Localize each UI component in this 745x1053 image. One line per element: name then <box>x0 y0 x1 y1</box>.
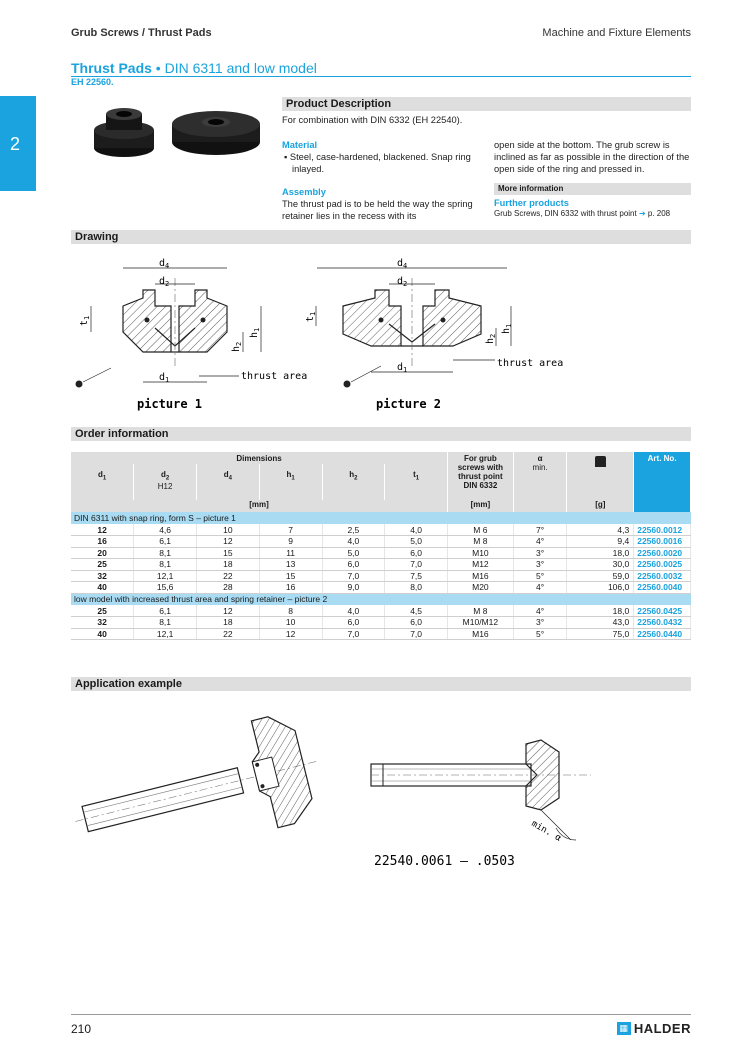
cell-d1: 12 <box>71 524 134 536</box>
cell-d1: 25 <box>71 605 134 617</box>
col-d2-tolerance: H12 <box>157 481 173 491</box>
cell-d2: 6,1 <box>134 605 197 617</box>
brand-name: HALDER <box>633 1021 691 1036</box>
cell-alpha: 4° <box>513 582 567 594</box>
unit-g: [g] <box>567 500 634 512</box>
order-info-heading: Order information <box>71 427 691 441</box>
cell-h2: 4,0 <box>322 536 385 548</box>
cell-weight: 30,0 <box>567 559 634 571</box>
chapter-tab[interactable] <box>0 96 36 191</box>
halder-logo <box>617 1021 691 1036</box>
cell-d4: 15 <box>197 547 260 559</box>
cell-alpha: 4° <box>513 605 567 617</box>
assembly-text-1: The thrust pad is to be held the way the spring retainer lies in the recess with its <box>282 199 473 221</box>
application-part-number: 22540.0061 – .0503 <box>374 854 515 869</box>
label-d2: $d_2$ <box>159 276 170 288</box>
svg-text:d1: $d_1$ <box>397 362 408 374</box>
unit-mm-grub: [mm] <box>448 500 514 512</box>
cell-thread: M10/M12 <box>448 617 514 629</box>
cell-h2: 5,0 <box>322 547 385 559</box>
table-row <box>71 570 691 582</box>
col-h1: $h_1$ <box>259 464 322 500</box>
svg-text:t1: $t_1$ <box>305 311 317 322</box>
col-t1: $t_1$ <box>385 464 448 500</box>
material-text-content: Steel, case-hardened, blackened. Snap ring inlayed. <box>289 152 471 174</box>
col-d2: $d_2$ H12 <box>134 464 197 500</box>
cell-t1: 8,0 <box>385 582 448 594</box>
label-thrust-area-2: thrust area <box>497 358 564 369</box>
cell-d2: 6,1 <box>134 536 197 548</box>
picture-1-caption: picture 1 <box>137 397 203 411</box>
cell-d1: 16 <box>71 536 134 548</box>
label-thrust-area-1: thrust area <box>241 371 308 382</box>
table-row <box>71 559 691 571</box>
cell-d2: 12,1 <box>134 570 197 582</box>
cell-h2: 9,0 <box>322 582 385 594</box>
cell-weight: 106,0 <box>567 582 634 594</box>
page-title <box>71 60 691 77</box>
cell-h2: 6,0 <box>322 617 385 629</box>
cell-thread: M 8 <box>448 536 514 548</box>
cell-d4: 22 <box>197 628 260 640</box>
table-row <box>71 605 691 617</box>
cell-h1: 8 <box>259 605 322 617</box>
col-h2: $h_2$ <box>322 464 385 500</box>
weight-header <box>567 452 634 500</box>
title-bold: Thrust Pads <box>71 60 152 76</box>
cell-weight: 59,0 <box>567 570 634 582</box>
unit-mm: [mm] <box>71 500 448 512</box>
application-right <box>371 740 591 844</box>
cell-thread: M10 <box>448 547 514 559</box>
svg-text:h2: $h_2$ <box>485 333 497 344</box>
further-products-link[interactable] <box>494 208 670 220</box>
cell-alpha: 3° <box>513 547 567 559</box>
cell-t1: 6,0 <box>385 617 448 629</box>
header-chapter-title: Grub Screws / Thrust Pads <box>71 27 212 39</box>
cell-h2: 6,0 <box>322 559 385 571</box>
label-h1: $h_1$ <box>249 327 261 338</box>
cell-t1: 4,5 <box>385 605 448 617</box>
cell-h1: 16 <box>259 582 322 594</box>
cell-thread: M 8 <box>448 605 514 617</box>
cell-art-no[interactable]: 22560.0016 <box>634 536 691 548</box>
picture-2-caption: picture 2 <box>376 397 442 411</box>
assembly-text-2: open side at the bottom. The grub screw is inclined as far as possible in the direction of the open side of the ring and pressed in. <box>494 140 690 174</box>
cell-art-no[interactable]: 22560.0040 <box>634 582 691 594</box>
cell-d1: 32 <box>71 617 134 629</box>
alpha-min: min. <box>532 463 548 472</box>
cell-t1: 4,0 <box>385 524 448 536</box>
grub-screw-header: For grub screws with thrust point DIN 6332 <box>448 452 514 500</box>
material-heading: Material <box>282 140 318 150</box>
min-alpha-label: min. α <box>529 818 563 844</box>
cell-d4: 18 <box>197 559 260 571</box>
cell-thread: M12 <box>448 559 514 571</box>
cell-art-no[interactable]: 22560.0425 <box>634 605 691 617</box>
group-heading-1: DIN 6311 with snap ring, form S – picture 1 <box>71 512 691 524</box>
table-row <box>71 628 691 640</box>
cell-d1: 25 <box>71 559 134 571</box>
cell-t1: 5,0 <box>385 536 448 548</box>
cell-d4: 22 <box>197 570 260 582</box>
drawing-heading: Drawing <box>71 230 691 244</box>
cell-art-no[interactable]: 22560.0032 <box>634 570 691 582</box>
cell-d1: 20 <box>71 547 134 559</box>
cell-d2: 8,1 <box>134 547 197 559</box>
product-intro: For combination with DIN 6332 (EH 22540). <box>282 115 463 125</box>
more-info-heading: More information <box>494 183 691 195</box>
cell-h2: 7,0 <box>322 570 385 582</box>
cell-thread: M 6 <box>448 524 514 536</box>
cell-weight: 75,0 <box>567 628 634 640</box>
cell-d2: 15,6 <box>134 582 197 594</box>
cell-alpha: 5° <box>513 570 567 582</box>
footer-divider <box>71 1014 691 1015</box>
product-code: EH 22560. <box>71 77 114 87</box>
cell-art-no[interactable]: 22560.0440 <box>634 628 691 640</box>
cell-alpha: 5° <box>513 628 567 640</box>
cell-t1: 7,0 <box>385 628 448 640</box>
application-drawing <box>71 700 691 875</box>
technical-drawing <box>71 248 691 423</box>
cell-h2: 7,0 <box>322 628 385 640</box>
assembly-heading: Assembly <box>282 187 326 197</box>
cell-h2: 2,5 <box>322 524 385 536</box>
cell-weight: 18,0 <box>567 605 634 617</box>
cell-t1: 7,0 <box>385 559 448 571</box>
cell-d2: 12,1 <box>134 628 197 640</box>
title-rest: DIN 6311 and low model <box>164 60 317 76</box>
group-heading-2: low model with increased thrust area and spring retainer – picture 2 <box>71 593 691 605</box>
dimensions-header: Dimensions <box>71 452 448 464</box>
cell-thread: M16 <box>448 628 514 640</box>
cell-h1: 9 <box>259 536 322 548</box>
halder-logo-icon: ▦ <box>617 1022 631 1035</box>
art-no-header: Art. No. <box>634 452 691 500</box>
cell-h2: 4,0 <box>322 605 385 617</box>
cell-h1: 11 <box>259 547 322 559</box>
cell-alpha: 7° <box>513 524 567 536</box>
title-separator: • <box>151 60 165 76</box>
cell-d4: 12 <box>197 605 260 617</box>
label-d4: $d_4$ <box>159 258 170 270</box>
cell-d1: 32 <box>71 570 134 582</box>
cell-h1: 10 <box>259 617 322 629</box>
cell-art-no[interactable]: 22560.0432 <box>634 617 691 629</box>
picture-1-drawing <box>76 258 308 411</box>
col-d1: $d_1$ <box>71 464 134 500</box>
order-table <box>71 452 691 640</box>
table-row <box>71 536 691 548</box>
cell-weight: 4,3 <box>567 524 634 536</box>
cell-d1: 40 <box>71 628 134 640</box>
further-products-heading: Further products <box>494 198 569 208</box>
cell-art-no[interactable]: 22560.0020 <box>634 547 691 559</box>
picture-2-drawing <box>305 258 563 411</box>
label-d1: $d_1$ <box>159 372 170 384</box>
cell-d2: 8,1 <box>134 617 197 629</box>
material-text: ▪ Steel, case-hardened, blackened. Snap ring inlayed. <box>284 152 471 174</box>
cell-d2: 8,1 <box>134 559 197 571</box>
application-heading: Application example <box>71 677 691 691</box>
page-number: 210 <box>71 1022 92 1036</box>
cell-alpha: 3° <box>513 617 567 629</box>
svg-text:d4: $d_4$ <box>397 258 408 270</box>
table-row <box>71 582 691 594</box>
cell-art-no[interactable]: 22560.0012 <box>634 524 691 536</box>
cell-alpha: 4° <box>513 536 567 548</box>
cell-d1: 40 <box>71 582 134 594</box>
cell-d4: 10 <box>197 524 260 536</box>
cell-weight: 9,4 <box>567 536 634 548</box>
cell-art-no[interactable]: 22560.0025 <box>634 559 691 571</box>
cell-h1: 15 <box>259 570 322 582</box>
cell-weight: 18,0 <box>567 547 634 559</box>
further-products-text: Grub Screws, DIN 6332 with thrust point <box>494 209 637 218</box>
svg-text:d2: $d_2$ <box>397 276 408 288</box>
label-h2: $h_2$ <box>231 341 243 352</box>
cell-t1: 6,0 <box>385 547 448 559</box>
cell-d4: 18 <box>197 617 260 629</box>
application-left <box>71 708 331 875</box>
cell-h1: 12 <box>259 628 322 640</box>
product-photo <box>88 100 273 162</box>
header-catalog-title: Machine and Fixture Elements <box>542 27 691 39</box>
product-description-heading: Product Description <box>282 97 691 111</box>
cell-h1: 13 <box>259 559 322 571</box>
cell-weight: 43,0 <box>567 617 634 629</box>
cell-d4: 12 <box>197 536 260 548</box>
further-products-page: p. 208 <box>647 209 671 218</box>
table-row <box>71 547 691 559</box>
chapter-number: 2 <box>10 134 21 154</box>
arrow-right-icon: ➔ <box>636 209 648 218</box>
svg-text:h1: $h_1$ <box>501 323 513 334</box>
cell-d2: 4,6 <box>134 524 197 536</box>
cell-d4: 28 <box>197 582 260 594</box>
table-row <box>71 524 691 536</box>
table-row <box>71 617 691 629</box>
alpha-header <box>513 452 567 500</box>
col-d4: $d_4$ <box>197 464 260 500</box>
alpha-symbol: α <box>537 454 543 463</box>
cell-alpha: 3° <box>513 559 567 571</box>
cell-thread: M16 <box>448 570 514 582</box>
cell-thread: M20 <box>448 582 514 594</box>
cell-t1: 7,5 <box>385 570 448 582</box>
cell-h1: 7 <box>259 524 322 536</box>
weight-icon <box>595 456 606 467</box>
label-t1: $t_1$ <box>79 315 91 326</box>
